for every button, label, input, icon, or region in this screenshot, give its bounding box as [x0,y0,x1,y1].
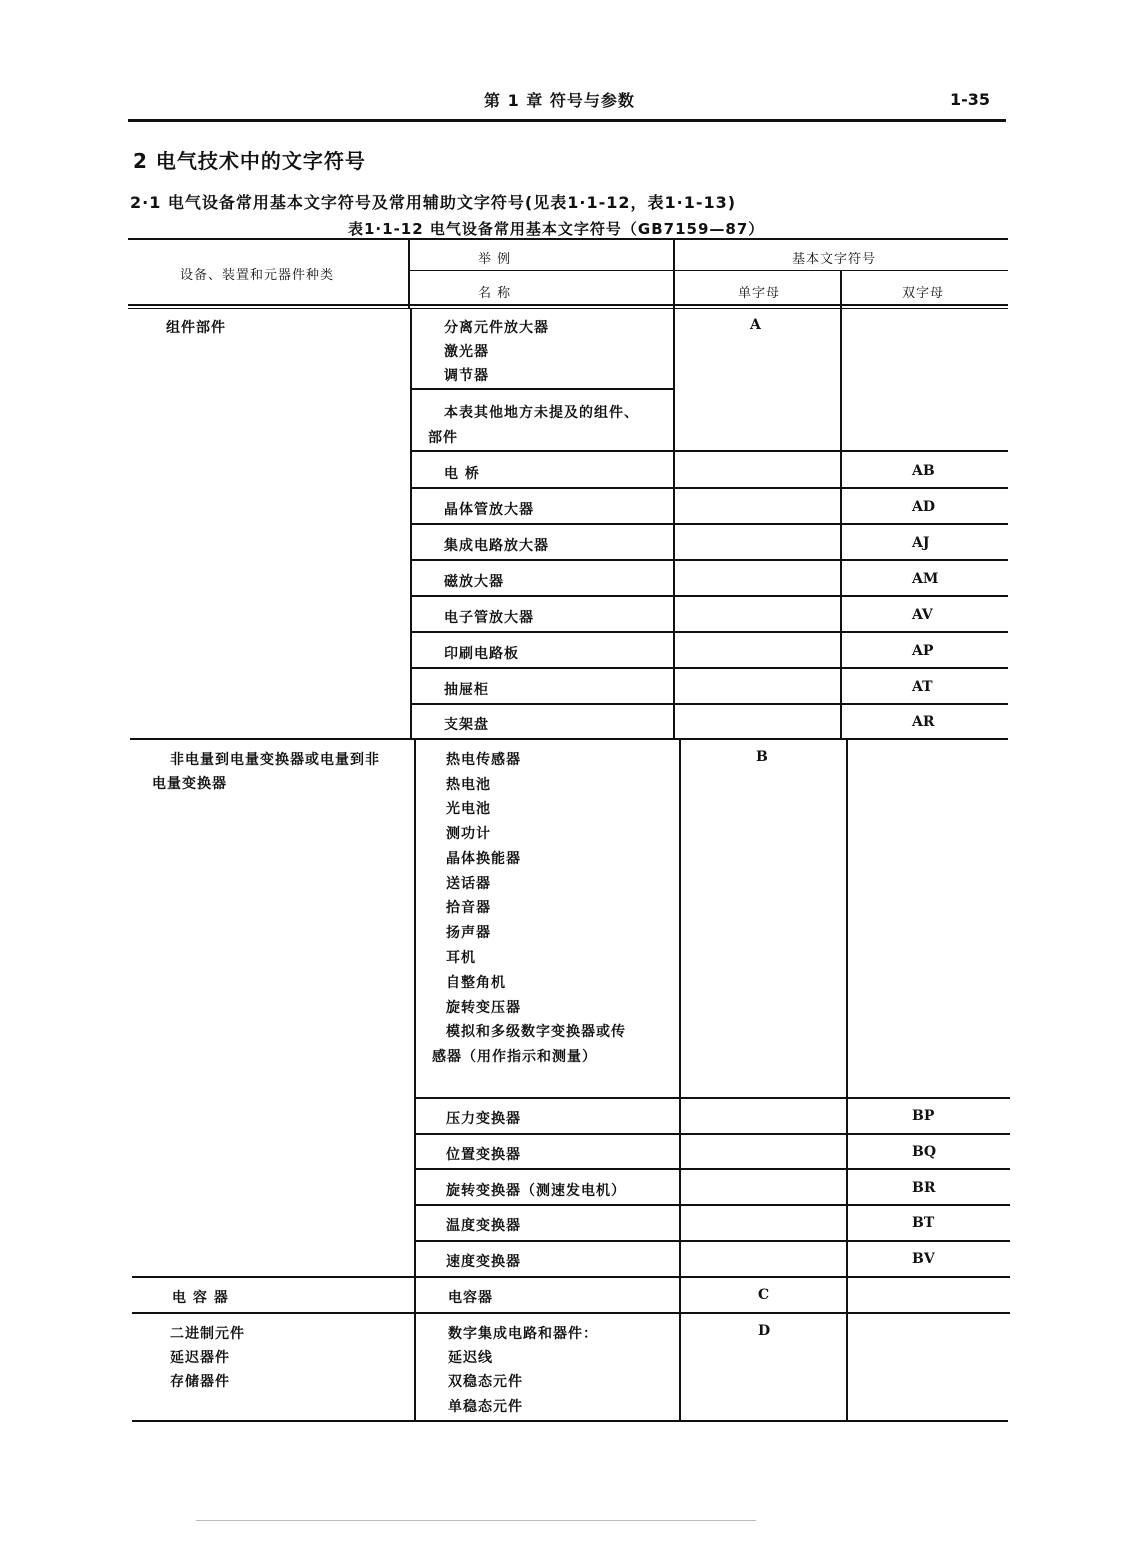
example-name: 单稳态元件 [448,1399,523,1415]
header-rule [128,119,1006,122]
example-name: 集成电路放大器 [444,538,549,554]
single-letter-code: D [758,1323,771,1339]
double-letter-code: BP [912,1108,935,1124]
example-name: 抽屉柜 [444,682,489,698]
example-name: 热电传感器 [446,752,521,768]
example-name: 晶体管放大器 [444,502,534,518]
example-name: 支架盘 [444,717,489,733]
single-letter-code: C [758,1287,770,1303]
example-name: 本表其他地方未提及的组件、 [444,405,639,421]
example-name: 数字集成电路和器件： [448,1326,598,1342]
example-name: 激光器 [444,344,489,360]
example-name: 部件 [428,430,458,446]
header-single-letter: 单字母 [738,286,781,301]
example-name: 光电池 [446,801,491,817]
example-name: 自整角机 [446,975,506,991]
table-caption: 表1·1-12 电气设备常用基本文字符号（GB7159—87） [348,220,765,238]
example-name: 测功计 [446,826,491,842]
header-name: 名 称 [478,286,512,301]
double-letter-code: BV [912,1251,935,1267]
double-letter-code: AB [912,463,935,479]
header-category: 设备、装置和元器件种类 [180,268,335,283]
chapter-header: 第 1 章 符号与参数 [484,91,635,110]
example-name: 旋转变换器（测速发电机） [446,1183,626,1199]
double-letter-code: AJ [912,535,930,551]
example-name: 位置变换器 [446,1147,521,1163]
category-cell: 电 容 器 [172,1290,229,1306]
section-title: 2 电气技术中的文字符号 [133,149,366,173]
double-letter-code: BR [912,1180,936,1196]
example-name: 印刷电路板 [444,646,519,662]
example-name: 速度变换器 [446,1254,521,1270]
category-cell: 延迟器件 [170,1350,230,1366]
double-letter-code: AD [912,499,936,515]
single-letter-code: A [750,317,761,333]
example-name: 电 桥 [444,466,480,482]
example-name: 热电池 [446,777,491,793]
example-name: 双稳态元件 [448,1374,523,1390]
example-name: 电容器 [448,1290,493,1306]
header-example: 举 例 [478,252,512,267]
double-letter-code: BT [912,1215,935,1231]
example-name: 调节器 [444,368,489,384]
scan-artifact-line [196,1520,756,1521]
category-cell: 非电量到电量变换器或电量到非 [170,752,380,768]
header-basic-symbol: 基本文字符号 [792,252,877,267]
single-letter-code: B [756,749,768,765]
example-name: 耳机 [446,950,476,966]
category-cell: 存储器件 [170,1374,230,1390]
double-letter-code: AP [912,643,934,659]
double-letter-code: AV [912,607,933,623]
example-name: 送话器 [446,876,491,892]
example-name: 旋转变压器 [446,1000,521,1016]
example-name: 压力变换器 [446,1111,521,1127]
category-cell: 二进制元件 [170,1326,245,1342]
category-cell: 组件部件 [166,320,226,336]
example-name: 温度变换器 [446,1218,521,1234]
example-name: 晶体换能器 [446,851,521,867]
example-name: 拾音器 [446,900,491,916]
double-letter-code: BQ [912,1144,937,1160]
subsection-title: 2·1 电气设备常用基本文字符号及常用辅助文字符号(见表1·1-12，表1·1-13) [130,193,737,212]
category-cell: 电量变换器 [152,776,227,792]
example-name: 分离元件放大器 [444,320,549,336]
double-letter-code: AT [912,679,933,695]
example-name: 延迟线 [448,1350,493,1366]
example-name: 模拟和多级数字变换器或传 [446,1024,626,1040]
page-number: 1-35 [950,90,991,109]
double-letter-code: AR [912,714,935,730]
example-name: 磁放大器 [444,574,504,590]
double-letter-code: AM [912,571,939,587]
example-name: 扬声器 [446,925,491,941]
example-name: 电子管放大器 [444,610,534,626]
example-name: 感器（用作指示和测量） [432,1049,597,1065]
header-double-letter: 双字母 [902,286,945,301]
